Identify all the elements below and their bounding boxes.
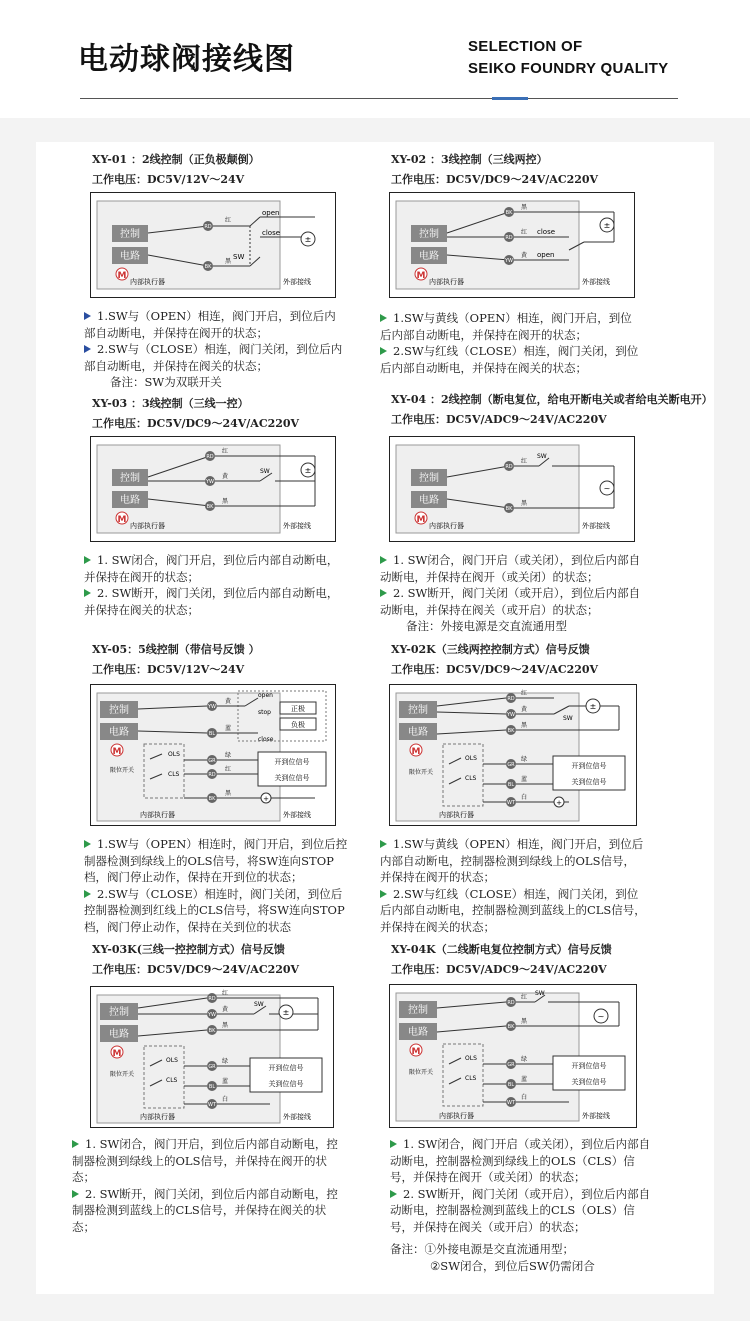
svg-text:控制: 控制: [408, 705, 428, 716]
svg-text:电路: 电路: [419, 251, 439, 262]
svg-text:RD: RD: [206, 454, 214, 460]
section-heading: XY-01 ：2线控制（正负极颠倒）: [92, 153, 260, 166]
desc-line-1: 1. SW闭合，阀门开启（或关闭），到位后内部自动断电，控制器检测到绿线上的OLS（CLS）信号，并保持在阀开（或关闭）的状态；: [390, 1137, 651, 1184]
svg-text:外部接线: 外部接线: [283, 522, 311, 530]
section-voltage: 工作电压：DC5V/ADC9～24V/AC220V: [391, 963, 607, 976]
svg-text:SW: SW: [260, 468, 270, 475]
svg-text:白: 白: [222, 1096, 229, 1103]
svg-text:正极: 正极: [291, 705, 305, 713]
section-voltage: 工作电压：DC5V/DC9～24V/AC220V: [92, 417, 300, 430]
svg-text:BK: BK: [208, 1028, 216, 1034]
section-xy04k-desc: [390, 1136, 652, 1274]
svg-text:M: M: [416, 515, 426, 525]
svg-text:SW: SW: [537, 453, 547, 460]
svg-text:RD: RD: [208, 996, 216, 1002]
svg-text:YW: YW: [208, 1012, 216, 1018]
svg-text:+: +: [263, 795, 269, 803]
section-xy02-desc: [380, 310, 642, 376]
desc-line-1: 1. SW闭合，阀门开启，到位后内部自动断电，并保持在阀开的状态；: [84, 553, 339, 584]
bullet-arrow-icon: [380, 314, 387, 322]
svg-text:关到位信号: 关到位信号: [571, 778, 607, 786]
svg-text:限位开关: 限位开关: [409, 1069, 434, 1076]
svg-text:内部执行器: 内部执行器: [429, 522, 464, 530]
svg-text:~: ~: [603, 484, 611, 493]
svg-text:电路: 电路: [109, 727, 129, 738]
svg-text:GR: GR: [507, 762, 515, 768]
section-xy01: [92, 152, 362, 188]
svg-text:OLS: OLS: [465, 1055, 477, 1062]
svg-text:CLS: CLS: [166, 1077, 178, 1084]
section-heading: XY-03K(三线一控控制方式）信号反馈: [92, 943, 285, 956]
page-title: 电动球阀接线图: [78, 42, 295, 77]
svg-text:close: close: [537, 228, 556, 236]
svg-text:RD: RD: [507, 1000, 515, 1006]
svg-text:电路: 电路: [120, 495, 140, 506]
svg-text:外部接线: 外部接线: [582, 1112, 610, 1120]
svg-text:BL: BL: [208, 731, 216, 737]
svg-text:黑: 黑: [225, 258, 232, 265]
svg-text:控制: 控制: [109, 1007, 129, 1018]
svg-text:绿: 绿: [222, 1058, 229, 1065]
svg-text:内部执行器: 内部执行器: [439, 811, 474, 819]
svg-text:OLS: OLS: [166, 1057, 178, 1064]
bullet-arrow-icon: [84, 556, 91, 564]
svg-text:开到位信号: 开到位信号: [268, 1064, 304, 1072]
page-header: [0, 0, 750, 118]
section-heading: XY-04 ：2线控制（断电复位，给电开断电关或者给电关断电开）: [391, 393, 713, 406]
tagline-line-2: SEIKO FOUNDRY QUALITY: [468, 60, 669, 77]
brand-tagline: [468, 36, 668, 80]
svg-text:电路: 电路: [419, 495, 439, 506]
external-wiring-label: 外部接线: [283, 278, 311, 286]
svg-text:黑: 黑: [521, 722, 528, 729]
svg-text:~: ~: [597, 1012, 605, 1021]
svg-text:±: ±: [589, 702, 597, 711]
svg-text:BK: BK: [507, 728, 515, 734]
section-xy03k: [92, 942, 362, 978]
desc-line-2: 2. SW断开，阀门关闭，到位后内部自动断电，并保持在阀关的状态；: [84, 586, 339, 617]
desc-note: 备注：外接电源是交直流通用型: [406, 619, 567, 633]
svg-text:YW: YW: [507, 712, 515, 718]
bullet-arrow-icon: [72, 1190, 79, 1198]
svg-text:GR: GR: [507, 1062, 515, 1068]
svg-text:红: 红: [222, 448, 229, 455]
svg-text:RD: RD: [208, 772, 216, 778]
header-divider: [80, 98, 678, 99]
svg-text:绿: 绿: [521, 756, 528, 763]
svg-text:开到位信号: 开到位信号: [571, 762, 607, 770]
svg-text:open: open: [262, 209, 280, 217]
wiring-diagram-xy02: [389, 192, 635, 298]
svg-text:黑: 黑: [521, 204, 528, 211]
svg-text:OLS: OLS: [465, 755, 477, 762]
desc-note: 备注：SW为双联开关: [110, 375, 222, 389]
svg-text:黑: 黑: [521, 500, 528, 507]
svg-text:控制: 控制: [109, 705, 129, 716]
svg-text:GR: GR: [208, 1064, 216, 1070]
section-xy04k: [391, 942, 671, 978]
bullet-arrow-icon: [84, 890, 91, 898]
svg-text:限位开关: 限位开关: [110, 1071, 135, 1078]
svg-text:外部接线: 外部接线: [283, 1113, 311, 1121]
control-label: 控制: [120, 229, 140, 240]
svg-text:CLS: CLS: [465, 1075, 477, 1082]
svg-text:RD: RD: [505, 464, 513, 470]
svg-text:控制: 控制: [419, 473, 439, 484]
svg-text:红: 红: [521, 994, 528, 1001]
desc-line-2: 2. SW断开，阀门关闭（或开启），到位后内部自动断电，控制器检测到蓝线上的CLS（OLS）信号，并保持在阀关（或开启）的状态；: [390, 1186, 651, 1234]
desc-line-2: 2.SW与红线（CLOSE）相连，阀门关闭，到位后内部自动断电，控制器检测到蓝线上的CLS信号，并保持在阀关的状态；: [380, 886, 646, 934]
svg-text:蓝: 蓝: [222, 1078, 229, 1085]
svg-text:YW: YW: [206, 479, 214, 485]
bullet-arrow-icon: [380, 840, 387, 848]
svg-text:M: M: [416, 271, 426, 281]
desc-line-1: 1.SW与黄线（OPEN）相连，阀门开启，到位后内部自动断电，控制器检测到绿线上的OLS信号，并保持在阀开的状态；: [380, 837, 644, 884]
svg-text:红: 红: [225, 217, 232, 224]
svg-text:±: ±: [304, 235, 312, 244]
svg-text:黄: 黄: [222, 473, 229, 480]
svg-text:内部执行器: 内部执行器: [140, 1113, 175, 1121]
svg-text:CLS: CLS: [168, 771, 180, 778]
internal-actuator-label: 内部执行器: [130, 278, 165, 286]
motor-label: M: [117, 271, 127, 281]
svg-text:WT: WT: [208, 1102, 216, 1108]
svg-text:黑: 黑: [222, 498, 229, 505]
svg-text:控制: 控制: [120, 473, 140, 484]
svg-text:控制: 控制: [408, 1005, 428, 1016]
bullet-arrow-icon: [380, 890, 387, 898]
bullet-arrow-icon: [380, 589, 387, 597]
section-voltage: 工作电压：DC5V/ADC9～24V/AC220V: [391, 413, 607, 426]
section-voltage: 工作电压：DC5V/DC9～24V/AC220V: [391, 173, 599, 186]
svg-text:M: M: [112, 747, 122, 757]
svg-text:外部接线: 外部接线: [283, 811, 311, 819]
svg-text:±: ±: [282, 1008, 290, 1017]
svg-text:关到位信号: 关到位信号: [268, 1080, 304, 1088]
svg-text:红: 红: [521, 690, 528, 697]
svg-text:开到位信号: 开到位信号: [571, 1062, 607, 1070]
svg-text:黄: 黄: [225, 698, 232, 705]
svg-text:+: +: [556, 799, 562, 807]
svg-text:SW: SW: [535, 990, 545, 997]
desc-line-1: 1. SW闭合，阀门开启（或关闭），到位后内部自动断电，并保持在阀开（或关闭）的状态；: [380, 553, 641, 584]
bullet-arrow-icon: [380, 556, 387, 564]
section-xy02: [391, 152, 671, 188]
section-xy05-desc: [84, 836, 350, 935]
bullet-arrow-icon: [84, 312, 91, 320]
svg-text:M: M: [411, 1047, 421, 1057]
section-xy03k-desc: [72, 1136, 342, 1235]
svg-text:黑: 黑: [225, 790, 232, 797]
svg-text:黑: 黑: [521, 1018, 528, 1025]
svg-text:±: ±: [304, 466, 312, 475]
svg-text:内部执行器: 内部执行器: [439, 1112, 474, 1120]
section-heading: XY-02K（三线两控控制方式）信号反馈: [391, 643, 590, 656]
section-xy02k-desc: [380, 836, 646, 935]
section-xy04: [391, 392, 711, 428]
bullet-arrow-icon: [72, 1140, 79, 1148]
svg-text:BL: BL: [507, 1082, 515, 1088]
section-heading: XY-04K（二线断电复位控制方式）信号反馈: [391, 943, 612, 956]
svg-text:蓝: 蓝: [225, 725, 232, 732]
svg-text:内部执行器: 内部执行器: [130, 522, 165, 530]
svg-text:BK: BK: [208, 796, 216, 802]
desc-line-2: 2.SW与（CLOSE）相连，阀门关闭，到位后内部自动断电，并保持在阀关的状态；: [84, 342, 343, 373]
wiring-diagram-xy02k: [389, 684, 637, 826]
bullet-arrow-icon: [390, 1140, 397, 1148]
svg-text:电路: 电路: [408, 727, 428, 738]
svg-text:open: open: [258, 692, 273, 699]
svg-text:BL: BL: [208, 1084, 216, 1090]
svg-text:CLS: CLS: [465, 775, 477, 782]
svg-text:BK: BK: [507, 1024, 515, 1030]
svg-text:RD: RD: [204, 224, 212, 230]
section-xy02k: [391, 642, 671, 678]
svg-text:YW: YW: [505, 258, 513, 264]
desc-line-2: 2. SW断开，阀门关闭，到位后内部自动断电，控制器检测到蓝线上的CLS信号，并保持在阀关的状态；: [72, 1186, 338, 1234]
svg-text:内部执行器: 内部执行器: [429, 278, 464, 286]
bullet-arrow-icon: [84, 840, 91, 848]
desc-note: 备注：①外接电源是交直流通用型；: [390, 1242, 574, 1256]
svg-text:绿: 绿: [225, 752, 232, 759]
header-accent-bar: [492, 97, 528, 100]
svg-text:白: 白: [521, 794, 528, 801]
svg-text:白: 白: [521, 1094, 528, 1101]
desc-line-2: 2. SW断开，阀门关闭（或开启），到位后内部自动断电，并保持在阀关（或开启）的状态；: [380, 586, 641, 617]
section-voltage: 工作电压：DC5V/DC9～24V/AC220V: [92, 963, 300, 976]
svg-text:close: close: [262, 229, 281, 237]
section-heading: XY-05：5线控制（带信号反馈 ）: [92, 643, 260, 656]
svg-text:SW: SW: [563, 715, 573, 722]
svg-text:关到位信号: 关到位信号: [571, 1078, 607, 1086]
svg-text:黄: 黄: [521, 706, 528, 713]
desc-note-2: ②SW闭合，到位后SW仍需闭合: [430, 1258, 595, 1273]
svg-text:红: 红: [521, 229, 528, 236]
svg-text:WT: WT: [507, 1100, 515, 1106]
bullet-arrow-icon: [84, 589, 91, 597]
svg-text:BK: BK: [206, 504, 214, 510]
svg-text:open: open: [537, 251, 555, 259]
desc-line-1: 1.SW与（OPEN）相连时，阀门开启，到位后控制器检测到绿线上的OLS信号，将SW连向STOP档，阀门停止动作，保持在开到位的状态；: [84, 837, 348, 884]
svg-text:BK: BK: [505, 210, 513, 216]
section-heading: XY-03 ：3线控制（三线一控）: [92, 397, 249, 410]
svg-text:绿: 绿: [521, 1056, 528, 1063]
svg-text:YW: YW: [208, 704, 216, 710]
svg-text:红: 红: [521, 458, 528, 465]
wiring-diagram-xy03k: [90, 986, 334, 1128]
bullet-arrow-icon: [84, 345, 91, 353]
section-voltage: 工作电压：DC5V/12V～24V: [92, 173, 245, 186]
svg-text:蓝: 蓝: [521, 776, 528, 783]
section-xy01-desc: [84, 308, 346, 391]
svg-text:电路: 电路: [408, 1027, 428, 1038]
svg-text:关到位信号: 关到位信号: [274, 774, 310, 782]
svg-text:WT: WT: [507, 800, 515, 806]
desc-line-2: 2.SW与（CLOSE）相连时，阀门关闭，到位后控制器检测到红线上的CLS信号，将SW连向STOP档，阀门停止动作，保持在关到位的状态: [84, 886, 345, 934]
svg-text:红: 红: [225, 766, 232, 773]
wiring-diagram-xy04k: [389, 984, 637, 1128]
svg-text:黄: 黄: [521, 252, 528, 259]
svg-text:BL: BL: [507, 782, 515, 788]
desc-line-2: 2.SW与红线（CLOSE）相连，阀门关闭，到位后内部自动断电，并保持在阀关的状态；: [380, 344, 639, 375]
section-xy05: [92, 642, 362, 678]
svg-text:负极: 负极: [291, 721, 305, 729]
section-xy03-desc: [84, 552, 346, 618]
svg-text:红: 红: [222, 990, 229, 997]
svg-text:控制: 控制: [419, 229, 439, 240]
svg-text:BK: BK: [505, 506, 513, 512]
svg-text:RD: RD: [507, 696, 515, 702]
wiring-diagram-xy01: [90, 192, 336, 298]
svg-text:限位开关: 限位开关: [409, 769, 434, 776]
svg-text:限位开关: 限位开关: [110, 767, 135, 774]
svg-text:外部接线: 外部接线: [582, 278, 610, 286]
bullet-arrow-icon: [380, 347, 387, 355]
desc-line-1: 1.SW与黄线（OPEN）相连，阀门开启，到位后内部自动断电，并保持在阀开的状态；: [380, 311, 632, 342]
wiring-diagram-xy03: [90, 436, 336, 542]
section-xy03: [92, 396, 362, 432]
svg-text:M: M: [411, 747, 421, 757]
svg-text:GR: GR: [208, 758, 216, 764]
section-heading: XY-02 ：3线控制（三线两控）: [391, 153, 548, 166]
section-voltage: 工作电压：DC5V/12V～24V: [92, 663, 245, 676]
svg-text:SW: SW: [254, 1001, 264, 1008]
tagline-line-1: SELECTION OF: [468, 38, 583, 55]
svg-text:黄: 黄: [222, 1006, 229, 1013]
circuit-label: 电路: [120, 251, 140, 262]
svg-text:stop: stop: [258, 709, 271, 716]
svg-text:OLS: OLS: [168, 751, 180, 758]
svg-text:M: M: [117, 515, 127, 525]
svg-text:黑: 黑: [222, 1022, 229, 1029]
svg-text:SW: SW: [233, 253, 245, 261]
svg-text:电路: 电路: [109, 1029, 129, 1040]
desc-line-1: 1.SW与（OPEN）相连，阀门开启，到位后内部自动断电，并保持在阀开的状态；: [84, 309, 336, 340]
wiring-diagram-xy04: [389, 436, 635, 542]
svg-text:close: close: [258, 736, 274, 743]
svg-text:M: M: [112, 1049, 122, 1059]
desc-line-1: 1. SW闭合，阀门开启，到位后内部自动断电，控制器检测到绿线上的OLS信号，并保持在阀开的状态；: [72, 1137, 338, 1184]
wiring-diagram-xy05: [90, 684, 336, 826]
svg-text:蓝: 蓝: [521, 1076, 528, 1083]
svg-text:RD: RD: [505, 235, 513, 241]
section-voltage: 工作电压：DC5V/DC9～24V/AC220V: [391, 663, 599, 676]
svg-text:外部接线: 外部接线: [582, 522, 610, 530]
bullet-arrow-icon: [390, 1190, 397, 1198]
svg-text:内部执行器: 内部执行器: [140, 811, 175, 819]
svg-text:±: ±: [603, 221, 611, 230]
svg-text:BK: BK: [204, 264, 212, 270]
svg-text:开到位信号: 开到位信号: [274, 758, 310, 766]
section-xy04-desc: [380, 552, 642, 635]
